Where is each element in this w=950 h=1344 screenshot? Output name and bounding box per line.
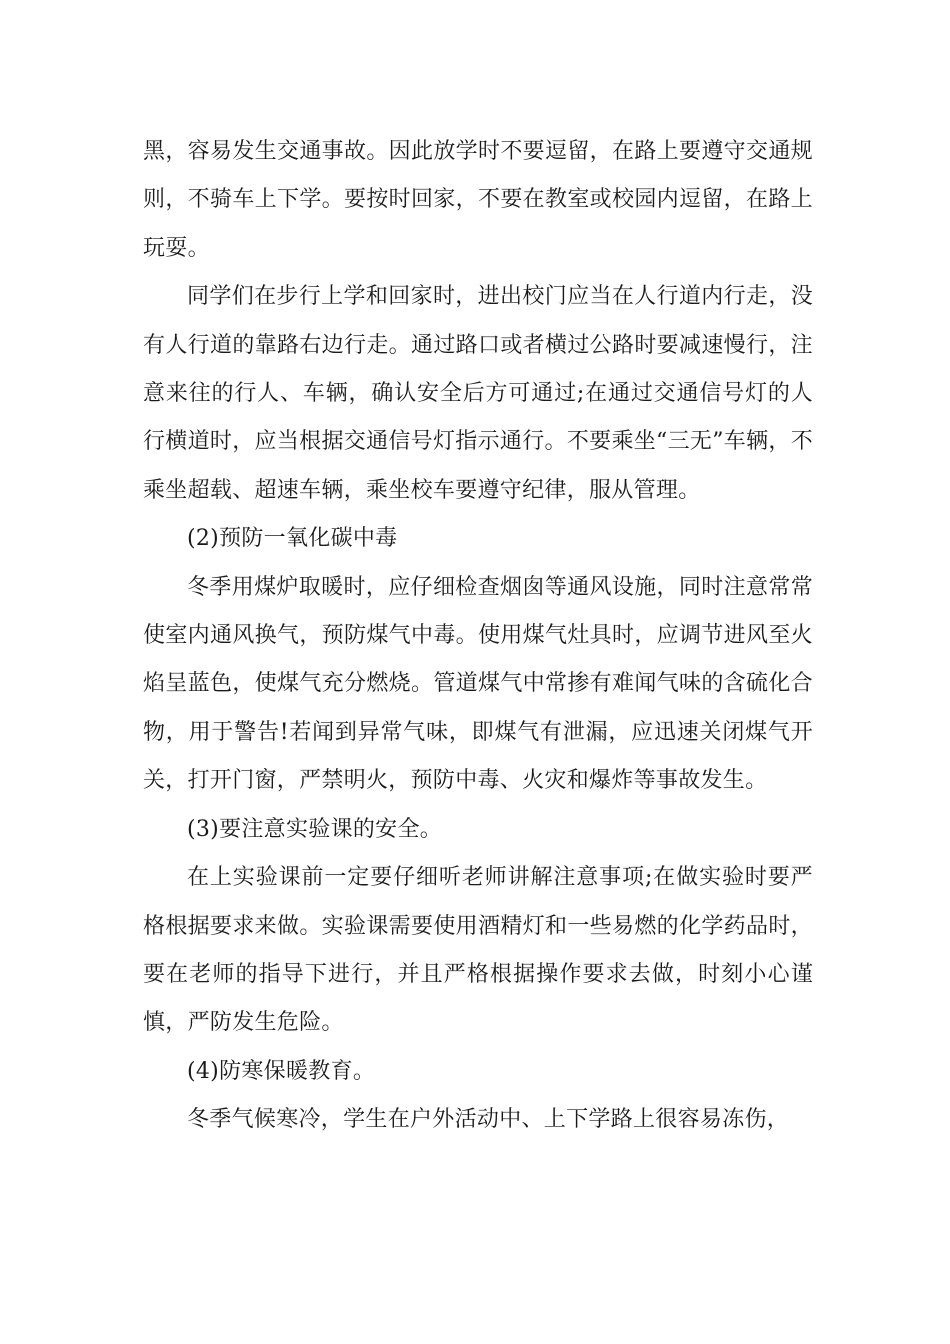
- section-heading-lab-safety: (3)要注意实验课的安全。: [187, 816, 443, 842]
- paragraph-lab-safety: 在上实验课前一定要仔细听老师讲解注意事项;在做实验时要严格根据要求来做。实验课需要使用酒精灯和一些易燃的化学药品时，要在老师的指导下进行，并且严格根据操作要求去做，时刻小心谨慎，严防发生危险。: [143, 865, 813, 1036]
- document-body: [143, 128, 813, 1145]
- section-heading-cold-protection: (4)防寒保暖教育。: [187, 1058, 376, 1084]
- paragraph-carbon-monoxide: 冬季用煤炉取暖时，应仔细检查烟囱等通风设施，同时注意常常使室内通风换气，预防煤气中毒。使用煤气灶具时，应调节进风至火焰呈蓝色，使煤气充分燃烧。管道煤气中常掺有难闻气味的含硫化合物，用于警告!若闻到异常气味，即煤气有泄漏，应迅速关闭煤气开关，打开门窗，严禁明火，预防中毒、火灾和爆炸等事故发生。: [143, 574, 813, 794]
- section-heading-carbon-monoxide: (2)预防一氧化碳中毒: [187, 526, 398, 552]
- paragraph-continuation: 黑，容易发生交通事故。因此放学时不要逗留，在路上要遵守交通规则，不骑车上下学。要按时回家，不要在教室或校园内逗留，在路上玩耍。: [143, 139, 813, 261]
- paragraph-walking-safety: 同学们在步行上学和回家时，进出校门应当在人行道内行走，没有人行道的靠路右边行走。通过路口或者横过公路时要减速慢行，注意来往的行人、车辆，确认安全后方可通过;在通过交通信号灯的人行横道时，应当根据交通信号灯指示通行。不要乘坐“三无”车辆，不乘坐超载、超速车辆，乘坐校车要遵守纪律，服从管理。: [143, 284, 813, 503]
- paragraph-cold-protection: 冬季气候寒冷，学生在户外活动中、上下学路上很容易冻伤，: [187, 1107, 790, 1133]
